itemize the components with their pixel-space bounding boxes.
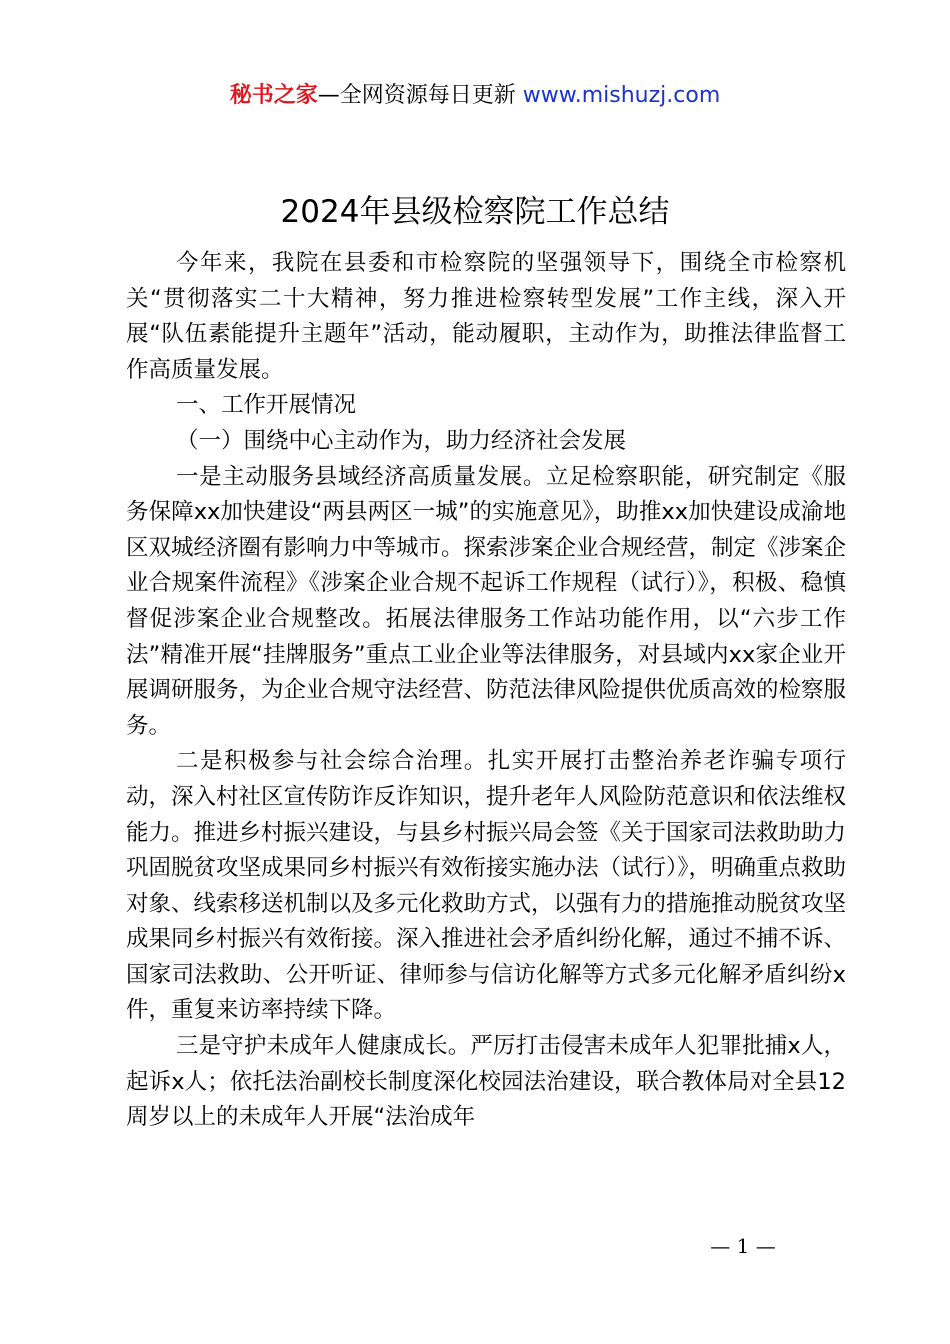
subsection-heading: （一）围绕中心主动作为，助力经济社会发展	[176, 427, 627, 454]
site-tagline: —全网资源每日更新	[317, 83, 523, 108]
site-url-link[interactable]: www.mishuzj.com	[522, 83, 721, 108]
site-banner	[0, 80, 950, 112]
page-number: — 1 —	[710, 1234, 776, 1258]
site-name: 秘书之家	[229, 83, 318, 108]
document-title: 2024年县级检察院工作总结	[280, 194, 670, 230]
body-paragraph: 三是守护未成年人健康成长。严厉打击侵害未成年人犯罪批捕x人，起诉x人；依托法治副校长制度深化校园法治建设，联合教体局对全县12周岁以上的未成年人开展“法治成年	[126, 1033, 846, 1131]
body-paragraph: 二是积极参与社会综合治理。扎实开展打击整治养老诈骗专项行动，深入村社区宣传防诈反诈知识，提升老年人风险防范意识和依法维权能力。推进乡村振兴建设，与县乡村振兴局会签《关于国家司法救助助力巩固脱贫攻坚成果同乡村振兴有效衔接实施办法（试行）》，明确重点救助对象、线索移送机制以及多元化救助方式，以强有力的措施推动脱贫攻坚成果同乡村振兴有效衔接。深入推进社会矛盾纠纷化解，通过不捕不诉、国家司法救助、公开听证、律师参与信访化解等方式多元化解矛盾纠纷x件，重复来访率持续下降。	[126, 748, 847, 1024]
section-heading: 一、工作开展情况	[176, 392, 357, 419]
intro-paragraph: 今年来，我院在县委和市检察院的坚强领导下，围绕全市检察机关“贯彻落实二十大精神，努力推进检察转型发展”工作主线，深入开展“队伍素能提升主题年”活动，能动履职，主动作为，助推法律监督工作高质量发展。	[126, 250, 846, 383]
body-paragraph: 一是主动服务县域经济高质量发展。立足检察职能，研究制定《服务保障xx加快建设“两县两区一城”的实施意见》，助推xx加快建设成渝地区双城经济圈有影响力中等城市。探索涉案企业合规经营，制定《涉案企业合规案件流程》《涉案企业合规不起诉工作规程（试行）》，积极、稳慎督促涉案企业合规整改。拓展法律服务工作站功能作用，以“六步工作法”精准开展“挂牌服务”重点工业企业等法律服务，对县域内xx家企业开展调研服务，为企业合规守法经营、防范法律风险提供优质高效的检察服务。	[126, 463, 847, 739]
document-body	[126, 246, 846, 1136]
